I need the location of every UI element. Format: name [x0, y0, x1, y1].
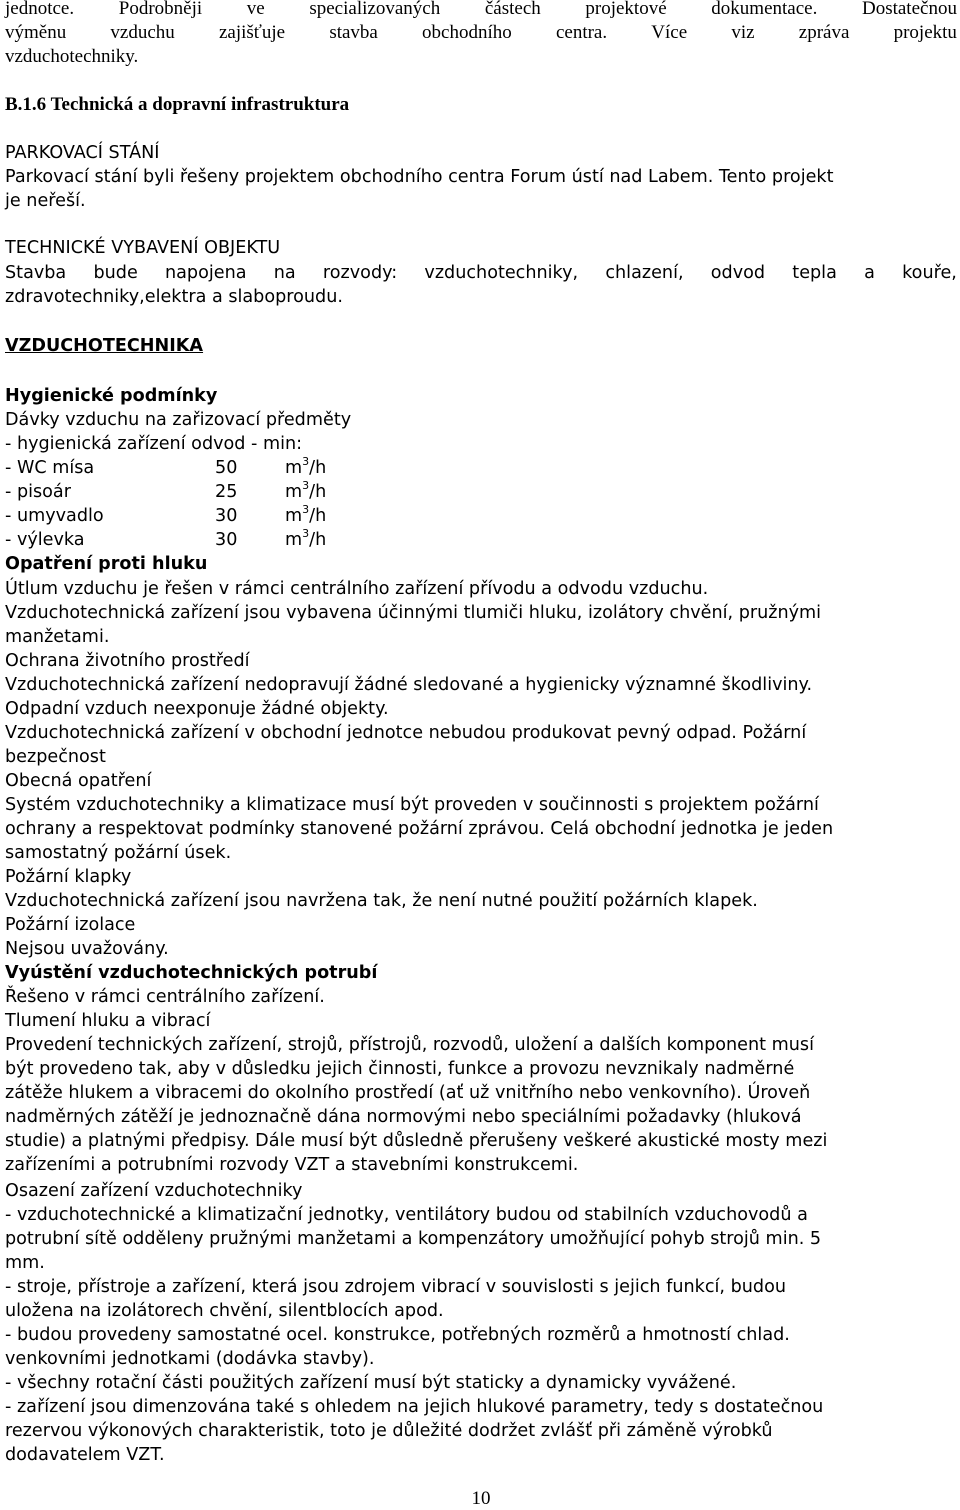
- tech-heading: TECHNICKÉ VYBAVENÍ OBJEKTU: [5, 238, 281, 258]
- body-line: Provedení technických zařízení, strojů, přístrojů, rozvodů, uložení a dalších komponent musí: [5, 1035, 814, 1055]
- word: vzduchotechniky,: [424, 263, 579, 283]
- air-unit: $m^3/h$: [285, 455, 327, 478]
- word: ve: [246, 0, 265, 19]
- body-line: Nejsou uvažovány.: [5, 939, 169, 959]
- word: rozvody:: [322, 263, 398, 283]
- word: Více: [651, 22, 688, 43]
- outlet-heading: Vyústění vzduchotechnických potrubí: [5, 963, 378, 983]
- intro-line-2: [5, 22, 957, 44]
- parking-line-2: je neřeší.: [5, 191, 86, 211]
- body-line: zařízeními a potrubními rozvody VZT a stavebními konstrukcemi.: [5, 1155, 579, 1175]
- hygiene-line-1: Dávky vzduchu na zařizovací předměty: [5, 410, 352, 430]
- body-line: ochrany a respektovat podmínky stanovené požární zprávou. Celá obchodní jednotka je jeden: [5, 819, 834, 839]
- word: Stavba: [5, 263, 67, 283]
- word: tepla: [792, 263, 837, 283]
- body-line: studie) a platnými předpisy. Dále musí být důsledně přerušeny veškeré akustické mosty mezi: [5, 1131, 828, 1151]
- hygiene-heading: Hygienické podmínky: [5, 386, 218, 406]
- body-line: - stroje, přístroje a zařízení, která jsou zdrojem vibrací v souvislosti s jejich funkcí, budou: [5, 1277, 786, 1297]
- body-line: mm.: [5, 1253, 45, 1273]
- parking-line-1: Parkovací stání byli řešeny projektem obchodního centra Forum ústí nad Labem. Tento projekt: [5, 167, 834, 187]
- word: vzduchu: [110, 22, 175, 43]
- word: bude: [93, 263, 138, 283]
- body-line: Útlum vzduchu je řešen v rámci centrálního zařízení přívodu a odvodu vzduchu.: [5, 579, 709, 599]
- subheading: Osazení zařízení vzduchotechniky: [5, 1181, 303, 1201]
- intro-line-3: vzduchotechniky.: [5, 46, 139, 67]
- body-line: Vzduchotechnická zařízení jsou navržena tak, že není nutné použití požárních klapek.: [5, 891, 758, 911]
- air-value: 25: [215, 482, 238, 502]
- word: Podrobněji: [118, 0, 203, 19]
- word: na: [273, 263, 296, 283]
- body-line: Vzduchotechnická zařízení nedopravují žádné sledované a hygienicky významné škodliviny.: [5, 675, 813, 695]
- body-line: samostatný požární úsek.: [5, 843, 232, 863]
- air-unit: $m^3/h$: [285, 527, 327, 550]
- subheading: Požární klapky: [5, 867, 132, 887]
- word: napojena: [165, 263, 247, 283]
- body-line: Systém vzduchotechniky a klimatizace musí být proveden v součinnosti s projektem požární: [5, 795, 819, 815]
- subheading: Tlumení hluku a vibrací: [5, 1011, 211, 1031]
- body-line: Vzduchotechnická zařízení v obchodní jednotce nebudou produkovat pevný odpad. Požární: [5, 723, 807, 743]
- word: Dostatečnou: [861, 0, 957, 19]
- page-number: 10: [471, 1488, 491, 1509]
- air-item: - WC mísa: [5, 458, 95, 478]
- word: zpráva: [798, 22, 850, 43]
- body-line: být provedeno tak, aby v důsledku jejich činnosti, funkce a provozu nevznikaly nadměrné: [5, 1059, 795, 1079]
- body-line: potrubní sítě odděleny pružnými manžetami a kompenzátory umožňující pohyb strojů min. 5: [5, 1229, 822, 1249]
- body-line: - budou provedeny samostatné ocel. konstrukce, potřebných rozměrů a hmotností chlad.: [5, 1325, 790, 1345]
- word: specializovaných: [309, 0, 441, 19]
- word: obchodního: [422, 22, 512, 43]
- noise-heading: Opatření proti hluku: [5, 554, 208, 574]
- word: projektové: [585, 0, 667, 19]
- body-line: Odpadní vzduch neexponuje žádné objekty.: [5, 699, 389, 719]
- body-line: bezpečnost: [5, 747, 106, 767]
- air-unit: $m^3/h$: [285, 503, 327, 526]
- body-line: - vzduchotechnické a klimatizační jednotky, ventilátory budou od stabilních vzduchovodů a: [5, 1205, 808, 1225]
- tech-line-2: zdravotechniky,elektra a slaboproudu.: [5, 287, 343, 307]
- word: centra.: [555, 22, 608, 43]
- body-line: - zařízení jsou dimenzována také s ohledem na jejich hlukové parametry, tedy s dostatečnou: [5, 1397, 824, 1417]
- air-unit: $m^3/h$: [285, 479, 327, 502]
- body-line: zátěže hlukem a vibracemi do okolního prostředí (ať už vnitřního nebo venkovního). Úroveň: [5, 1083, 811, 1103]
- air-value: 30: [215, 506, 238, 526]
- body-line: venkovními jednotkami (dodávka stavby).: [5, 1349, 375, 1369]
- word: výměnu: [5, 22, 67, 43]
- subheading: Obecná opatření: [5, 771, 152, 791]
- subheading: Požární izolace: [5, 915, 136, 935]
- body-line: dodavatelem VZT.: [5, 1445, 165, 1465]
- air-item: - výlevka: [5, 530, 85, 550]
- word: a: [864, 263, 875, 283]
- word: odvod: [710, 263, 766, 283]
- body-line: manžetami.: [5, 627, 110, 647]
- word: jednotce.: [5, 0, 75, 19]
- hygiene-line-2: - hygienická zařízení odvod - min:: [5, 434, 303, 454]
- parking-heading: PARKOVACÍ STÁNÍ: [5, 143, 160, 163]
- air-item: - umyvadlo: [5, 506, 104, 526]
- air-value: 30: [215, 530, 238, 550]
- word: chlazení,: [605, 263, 684, 283]
- word: dokumentace.: [711, 0, 818, 19]
- vzt-heading: VZDUCHOTECHNIKA: [5, 336, 204, 356]
- air-value: 50: [215, 458, 238, 478]
- word: částech: [484, 0, 541, 19]
- word: zajišťuje: [218, 22, 286, 43]
- section-heading: B.1.6 Technická a dopravní infrastruktura: [5, 94, 350, 115]
- word: viz: [731, 22, 755, 43]
- body-line: rezervou výkonových charakteristik, toto je důležité dodržet zvlášť při záměně výrobků: [5, 1421, 773, 1441]
- body-line: - všechny rotační části použitých zařízení musí být staticky a dynamicky vyvážené.: [5, 1373, 737, 1393]
- air-item: - pisoár: [5, 482, 71, 502]
- body-line: uložena na izolátorech chvění, silentblocích apod.: [5, 1301, 444, 1321]
- tech-line-1: [5, 262, 957, 284]
- body-line: nadměrných zátěží je jednoznačně dána normovými nebo speciálními požadavky (hluková: [5, 1107, 802, 1127]
- word: stavba: [329, 22, 378, 43]
- body-line: Vzduchotechnická zařízení jsou vybavena účinnými tlumiči hluku, izolátory chvění, pružnými: [5, 603, 822, 623]
- intro-line-1: [5, 0, 957, 20]
- word: projektu: [893, 22, 957, 43]
- body-line: Řešeno v rámci centrálního zařízení.: [5, 987, 325, 1007]
- subheading: Ochrana životního prostředí: [5, 651, 250, 671]
- word: kouře,: [902, 263, 957, 283]
